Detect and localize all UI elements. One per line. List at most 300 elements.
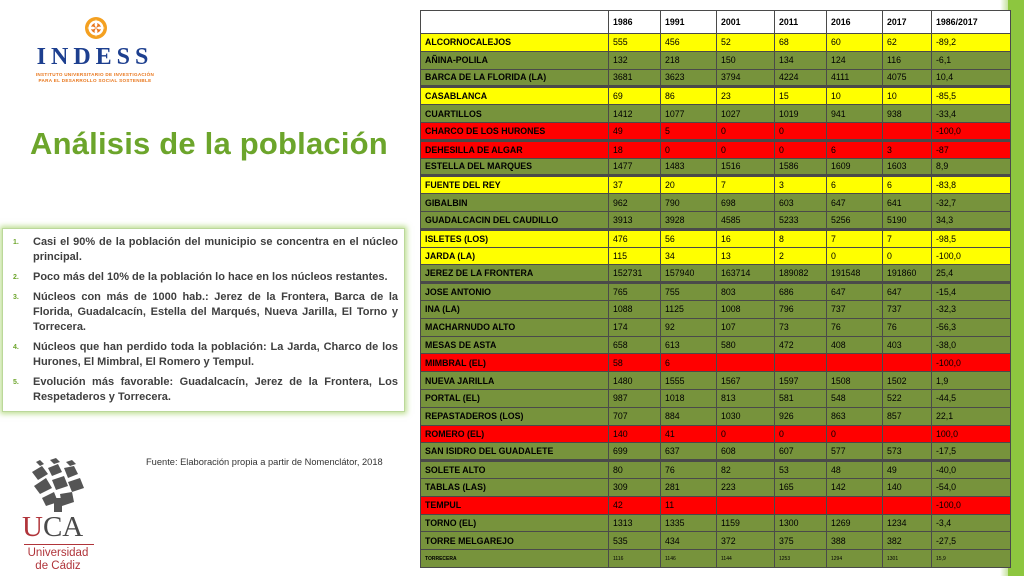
locality-name-cell: MESAS DE ASTA	[421, 336, 609, 354]
table-row	[421, 300, 1011, 318]
value-cell: 4075	[883, 69, 932, 87]
key-point	[9, 375, 398, 405]
value-cell: 142	[827, 478, 883, 496]
value-cell: 1586	[775, 158, 827, 176]
column-header	[421, 11, 609, 34]
value-cell: 191548	[827, 265, 883, 283]
value-cell: -6,1	[932, 51, 1011, 69]
locality-name-cell: ALCORNOCALEJOS	[421, 34, 609, 52]
value-cell: 53	[775, 461, 827, 479]
value-cell: 5233	[775, 211, 827, 229]
value-cell: 13	[717, 247, 775, 265]
value-cell: 962	[609, 194, 661, 212]
value-cell: 1508	[827, 372, 883, 390]
value-cell: 4111	[827, 69, 883, 87]
value-cell: 11	[661, 496, 717, 514]
key-point-number: 4.	[13, 344, 19, 351]
value-cell: 884	[661, 407, 717, 425]
value-cell	[883, 425, 932, 443]
value-cell: -54,0	[932, 478, 1011, 496]
value-cell: 647	[827, 194, 883, 212]
value-cell: 1077	[661, 105, 717, 123]
uca-divider	[24, 544, 94, 545]
value-cell: 218	[661, 51, 717, 69]
value-cell: 4585	[717, 211, 775, 229]
value-cell: 3623	[661, 69, 717, 87]
value-cell: 382	[883, 532, 932, 550]
value-cell: 41	[661, 425, 717, 443]
value-cell: 22,1	[932, 407, 1011, 425]
value-cell: 476	[609, 229, 661, 247]
value-cell	[883, 496, 932, 514]
value-cell: 1027	[717, 105, 775, 123]
value-cell: 49	[609, 122, 661, 140]
locality-name-cell: REPASTADEROS (LOS)	[421, 407, 609, 425]
value-cell: -32,7	[932, 194, 1011, 212]
value-cell	[775, 354, 827, 372]
value-cell: 48	[827, 461, 883, 479]
value-cell: 132	[609, 51, 661, 69]
value-cell: 790	[661, 194, 717, 212]
value-cell: 1269	[827, 514, 883, 532]
value-cell: 613	[661, 336, 717, 354]
value-cell: -32,3	[932, 300, 1011, 318]
value-cell: 1483	[661, 158, 717, 176]
table-row	[421, 194, 1011, 212]
table-row	[421, 354, 1011, 372]
table-row	[421, 140, 1011, 158]
locality-name-cell: SAN ISIDRO DEL GUADALETE	[421, 443, 609, 461]
value-cell: 1313	[609, 514, 661, 532]
value-cell: 309	[609, 478, 661, 496]
value-cell: 6	[827, 140, 883, 158]
uca-emblem-icon	[28, 458, 88, 512]
value-cell: 1008	[717, 300, 775, 318]
value-cell: 76	[883, 318, 932, 336]
key-point	[9, 235, 398, 265]
value-cell: 580	[717, 336, 775, 354]
value-cell: 987	[609, 389, 661, 407]
table-row	[421, 443, 1011, 461]
table-row	[421, 105, 1011, 123]
value-cell: 403	[883, 336, 932, 354]
column-header: 1991	[661, 11, 717, 34]
column-header: 2017	[883, 11, 932, 34]
value-cell: 603	[775, 194, 827, 212]
value-cell: -40,0	[932, 461, 1011, 479]
key-point	[9, 270, 398, 285]
value-cell: 281	[661, 478, 717, 496]
value-cell: 76	[661, 461, 717, 479]
value-cell: 25,4	[932, 265, 1011, 283]
value-cell: 522	[883, 389, 932, 407]
value-cell: 3794	[717, 69, 775, 87]
value-cell: -44,5	[932, 389, 1011, 407]
value-cell: 1555	[661, 372, 717, 390]
slide-title: Análisis de la población	[30, 126, 388, 161]
uca-name-line-2: de Cádiz	[35, 560, 81, 572]
value-cell: 80	[609, 461, 661, 479]
table-row	[421, 34, 1011, 52]
table-row	[421, 532, 1011, 550]
value-cell: 134	[775, 51, 827, 69]
locality-name-cell: TORRE MELGAREJO	[421, 532, 609, 550]
value-cell: 150	[717, 51, 775, 69]
value-cell: 1597	[775, 372, 827, 390]
value-cell: 10,4	[932, 69, 1011, 87]
value-cell: 58	[609, 354, 661, 372]
value-cell: -85,5	[932, 87, 1011, 105]
value-cell: 115	[609, 247, 661, 265]
value-cell: 607	[775, 443, 827, 461]
value-cell: 535	[609, 532, 661, 550]
key-point-number: 2.	[13, 274, 19, 281]
locality-name-cell: ESTELLA DEL MARQUES	[421, 158, 609, 176]
value-cell: 647	[883, 283, 932, 301]
value-cell: 1301	[883, 550, 932, 568]
key-point	[9, 290, 398, 335]
table-row	[421, 122, 1011, 140]
uca-logo	[18, 458, 98, 574]
value-cell: 152731	[609, 265, 661, 283]
table-row	[421, 478, 1011, 496]
column-header: 2011	[775, 11, 827, 34]
key-point-text: Núcleos que han perdido toda la población: La Jarda, Charco de los Hurones, El Mimbral, El Romero y Tempul.	[33, 341, 398, 368]
locality-name-cell: SOLETE ALTO	[421, 461, 609, 479]
source-note: Fuente: Elaboración propia a partir de Nomenclátor, 2018	[146, 457, 383, 467]
value-cell	[883, 354, 932, 372]
value-cell: 73	[775, 318, 827, 336]
value-cell: 5256	[827, 211, 883, 229]
value-cell: 16	[717, 229, 775, 247]
value-cell: 1609	[827, 158, 883, 176]
locality-name-cell: MIMBRAL (EL)	[421, 354, 609, 372]
value-cell: 20	[661, 176, 717, 194]
value-cell: 86	[661, 87, 717, 105]
value-cell: 0	[775, 140, 827, 158]
locality-name-cell: GUADALCACIN DEL CAUDILLO	[421, 211, 609, 229]
value-cell: 5190	[883, 211, 932, 229]
uca-letter-u: U	[22, 511, 43, 543]
value-cell: 647	[827, 283, 883, 301]
value-cell: 3928	[661, 211, 717, 229]
value-cell: 8,9	[932, 158, 1011, 176]
value-cell: 863	[827, 407, 883, 425]
column-header: 2001	[717, 11, 775, 34]
value-cell: 0	[827, 425, 883, 443]
value-cell: 5	[661, 122, 717, 140]
table-row	[421, 336, 1011, 354]
value-cell: 157940	[661, 265, 717, 283]
table-row	[421, 407, 1011, 425]
uca-name-line-1: Universidad	[27, 547, 89, 559]
value-cell: 434	[661, 532, 717, 550]
value-cell: 686	[775, 283, 827, 301]
value-cell: 1253	[775, 550, 827, 568]
value-cell: -83,8	[932, 176, 1011, 194]
value-cell: 1300	[775, 514, 827, 532]
locality-name-cell: ISLETES (LOS)	[421, 229, 609, 247]
value-cell: 92	[661, 318, 717, 336]
value-cell: 62	[883, 34, 932, 52]
locality-name-cell: MACHARNUDO ALTO	[421, 318, 609, 336]
value-cell: 0	[661, 140, 717, 158]
value-cell: 737	[883, 300, 932, 318]
value-cell: -100,0	[932, 496, 1011, 514]
value-cell: 0	[775, 122, 827, 140]
value-cell: -15,4	[932, 283, 1011, 301]
value-cell: 637	[661, 443, 717, 461]
value-cell: -100,0	[932, 247, 1011, 265]
key-point-text: Evolución más favorable: Guadalcacín, Jerez de la Frontera, Los Respetaderos y Torrecera.	[33, 376, 398, 403]
value-cell: 140	[609, 425, 661, 443]
table-row	[421, 318, 1011, 336]
table-row	[421, 372, 1011, 390]
value-cell: 0	[717, 140, 775, 158]
value-cell: 3681	[609, 69, 661, 87]
value-cell: 707	[609, 407, 661, 425]
value-cell: 6	[661, 354, 717, 372]
value-cell: -100,0	[932, 122, 1011, 140]
value-cell: 165	[775, 478, 827, 496]
value-cell: 0	[883, 247, 932, 265]
table-row	[421, 425, 1011, 443]
value-cell: 408	[827, 336, 883, 354]
value-cell: 0	[775, 425, 827, 443]
uca-letters-ca: CA	[42, 511, 84, 543]
locality-name-cell: JARDA (LA)	[421, 247, 609, 265]
value-cell: 641	[883, 194, 932, 212]
value-cell: 737	[827, 300, 883, 318]
column-header: 1986	[609, 11, 661, 34]
value-cell: -27,5	[932, 532, 1011, 550]
value-cell: 34,3	[932, 211, 1011, 229]
value-cell: -17,5	[932, 443, 1011, 461]
indess-brand: INDESS	[36, 44, 154, 70]
value-cell: 1234	[883, 514, 932, 532]
value-cell: 7	[827, 229, 883, 247]
locality-name-cell: BARCA DE LA FLORIDA (LA)	[421, 69, 609, 87]
value-cell: 68	[775, 34, 827, 52]
value-cell: 698	[717, 194, 775, 212]
table-row	[421, 158, 1011, 176]
value-cell: 1144	[717, 550, 775, 568]
value-cell: 699	[609, 443, 661, 461]
value-cell: 191860	[883, 265, 932, 283]
value-cell: -3,4	[932, 514, 1011, 532]
value-cell: 15	[775, 87, 827, 105]
table-row	[421, 51, 1011, 69]
value-cell: 1335	[661, 514, 717, 532]
table-row	[421, 87, 1011, 105]
key-point-number: 5.	[13, 379, 19, 386]
value-cell: 577	[827, 443, 883, 461]
table-body	[421, 34, 1011, 568]
value-cell: 0	[717, 425, 775, 443]
value-cell: 1412	[609, 105, 661, 123]
value-cell: 1116	[609, 550, 661, 568]
value-cell: 1480	[609, 372, 661, 390]
value-cell: -89,2	[932, 34, 1011, 52]
value-cell: -56,3	[932, 318, 1011, 336]
value-cell: 7	[883, 229, 932, 247]
locality-name-cell: NUEVA JARILLA	[421, 372, 609, 390]
value-cell: 174	[609, 318, 661, 336]
key-point	[9, 340, 398, 370]
value-cell: 388	[827, 532, 883, 550]
table-row	[421, 514, 1011, 532]
column-header: 1986/2017	[932, 11, 1011, 34]
value-cell: 49	[883, 461, 932, 479]
value-cell: 755	[661, 283, 717, 301]
value-cell: 2	[775, 247, 827, 265]
value-cell: 6	[883, 176, 932, 194]
table-row	[421, 265, 1011, 283]
key-point-text: Poco más del 10% de la población lo hace en los núcleos restantes.	[33, 271, 388, 283]
value-cell	[717, 496, 775, 514]
value-cell	[827, 496, 883, 514]
value-cell: 15,9	[932, 550, 1011, 568]
locality-name-cell: TORNO (EL)	[421, 514, 609, 532]
value-cell: 60	[827, 34, 883, 52]
locality-name-cell: ROMERO (EL)	[421, 425, 609, 443]
locality-name-cell: CHARCO DE LOS HURONES	[421, 122, 609, 140]
locality-name-cell: GIBALBIN	[421, 194, 609, 212]
value-cell: 1294	[827, 550, 883, 568]
value-cell: 941	[827, 105, 883, 123]
table-row	[421, 496, 1011, 514]
table-row	[421, 461, 1011, 479]
value-cell: 69	[609, 87, 661, 105]
value-cell: 3	[775, 176, 827, 194]
value-cell: 82	[717, 461, 775, 479]
locality-name-cell: FUENTE DEL REY	[421, 176, 609, 194]
locality-name-cell: JEREZ DE LA FRONTERA	[421, 265, 609, 283]
value-cell: 555	[609, 34, 661, 52]
value-cell: 658	[609, 336, 661, 354]
value-cell: 52	[717, 34, 775, 52]
value-cell: 10	[883, 87, 932, 105]
value-cell: 1477	[609, 158, 661, 176]
locality-name-cell: CUARTILLOS	[421, 105, 609, 123]
value-cell: 189082	[775, 265, 827, 283]
indess-flower-icon	[84, 16, 108, 40]
value-cell: -38,0	[932, 336, 1011, 354]
indess-logo	[20, 14, 170, 84]
locality-name-cell: TABLAS (LAS)	[421, 478, 609, 496]
locality-name-cell: DEHESILLA DE ALGAR	[421, 140, 609, 158]
value-cell: 926	[775, 407, 827, 425]
value-cell: 1018	[661, 389, 717, 407]
value-cell: 1502	[883, 372, 932, 390]
value-cell: 100,0	[932, 425, 1011, 443]
value-cell: 1019	[775, 105, 827, 123]
value-cell: 37	[609, 176, 661, 194]
value-cell: 0	[717, 122, 775, 140]
indess-subtitle-1: INSTITUTO UNIVERSITARIO DE INVESTIGACIÓN	[35, 72, 155, 77]
value-cell: 608	[717, 443, 775, 461]
value-cell: 7	[717, 176, 775, 194]
value-cell: 796	[775, 300, 827, 318]
value-cell: 140	[883, 478, 932, 496]
locality-name-cell: JOSE ANTONIO	[421, 283, 609, 301]
value-cell: 8	[775, 229, 827, 247]
value-cell: 375	[775, 532, 827, 550]
value-cell: -98,5	[932, 229, 1011, 247]
value-cell: 803	[717, 283, 775, 301]
value-cell: 456	[661, 34, 717, 52]
key-points-list	[9, 235, 398, 405]
value-cell	[883, 122, 932, 140]
value-cell: 6	[827, 176, 883, 194]
value-cell: 1125	[661, 300, 717, 318]
value-cell: 107	[717, 318, 775, 336]
key-point-text: Núcleos con más de 1000 hab.: Jerez de la Frontera, Barca de la Florida, Guadalcacín, Estella del Marqués, Nueva Jarilla, El Torno y Torrecera.	[33, 291, 398, 333]
value-cell: 581	[775, 389, 827, 407]
table-row	[421, 229, 1011, 247]
value-cell: 765	[609, 283, 661, 301]
table-row	[421, 247, 1011, 265]
value-cell: -33,4	[932, 105, 1011, 123]
key-points-box	[2, 228, 405, 412]
value-cell: 124	[827, 51, 883, 69]
table-row	[421, 283, 1011, 301]
value-cell	[775, 496, 827, 514]
locality-name-cell: INA (LA)	[421, 300, 609, 318]
value-cell: 56	[661, 229, 717, 247]
value-cell	[827, 354, 883, 372]
locality-name-cell: TORRECERA	[421, 550, 609, 568]
value-cell: 938	[883, 105, 932, 123]
value-cell: 1159	[717, 514, 775, 532]
value-cell: 1,9	[932, 372, 1011, 390]
value-cell: 223	[717, 478, 775, 496]
population-table	[420, 10, 1011, 568]
value-cell: 4224	[775, 69, 827, 87]
value-cell: 1603	[883, 158, 932, 176]
value-cell: 548	[827, 389, 883, 407]
value-cell: 163714	[717, 265, 775, 283]
value-cell: 116	[883, 51, 932, 69]
table-row	[421, 389, 1011, 407]
value-cell: 1567	[717, 372, 775, 390]
value-cell: 42	[609, 496, 661, 514]
value-cell: 0	[827, 247, 883, 265]
value-cell: 472	[775, 336, 827, 354]
uca-letters	[22, 510, 83, 544]
value-cell: 857	[883, 407, 932, 425]
locality-name-cell: CASABLANCA	[421, 87, 609, 105]
value-cell: 1030	[717, 407, 775, 425]
value-cell: 813	[717, 389, 775, 407]
table-header-row	[421, 11, 1011, 34]
key-point-number: 1.	[13, 239, 19, 246]
table-row	[421, 550, 1011, 568]
locality-name-cell: TEMPUL	[421, 496, 609, 514]
value-cell	[717, 354, 775, 372]
value-cell: 1088	[609, 300, 661, 318]
value-cell	[827, 122, 883, 140]
table-row	[421, 211, 1011, 229]
key-point-text: Casi el 90% de la población del municipio se concentra en el núcleo principal.	[33, 236, 398, 263]
value-cell: 372	[717, 532, 775, 550]
value-cell: -100,0	[932, 354, 1011, 372]
value-cell: 3913	[609, 211, 661, 229]
column-header: 2016	[827, 11, 883, 34]
value-cell: 3	[883, 140, 932, 158]
key-point-number: 3.	[13, 294, 19, 301]
value-cell: 1146	[661, 550, 717, 568]
